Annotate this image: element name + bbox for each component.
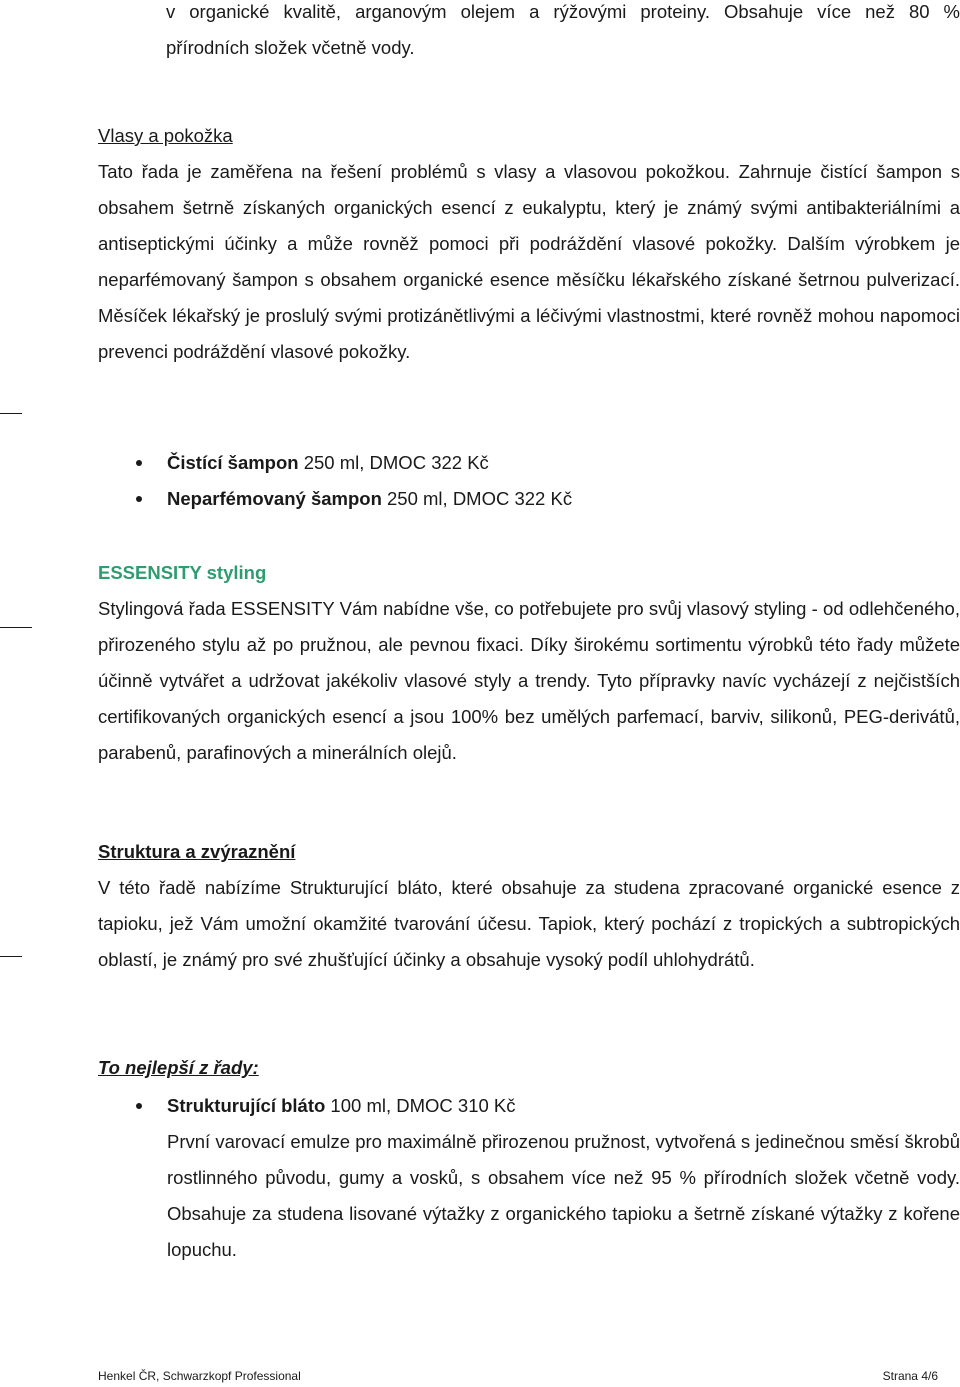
list-item xyxy=(98,1088,960,1268)
bullet-icon xyxy=(136,460,142,466)
intro-block xyxy=(166,0,960,66)
margin-mark xyxy=(0,956,22,957)
intro-line-2: přírodních složek včetně vody. xyxy=(166,37,415,58)
section-heading: ESSENSITY styling xyxy=(98,562,267,583)
structure-section xyxy=(98,834,960,978)
product-description: První varovací emulze pro maximálně přirozenou pružnost, vytvořená s jedinečnou směsí škrobů rostlinného původu, gumy a vosků, s obsahem více než 95 % přírodních složek včetně vody. Obsahuje za studena lisované výtažky z organického tapioku a šetrně získané výtažky z kořene lopuchu. xyxy=(167,1131,960,1260)
styling-section xyxy=(98,555,960,771)
footer-company: Henkel ČR, Schwarzkopf Professional xyxy=(98,1369,301,1383)
bullet-icon xyxy=(136,1103,142,1109)
bullet-icon xyxy=(136,496,142,502)
product-list xyxy=(98,445,960,517)
margin-mark xyxy=(0,413,22,414)
hair-scalp-section xyxy=(98,118,960,370)
product-name: Neparfémovaný šampon xyxy=(167,488,382,509)
best-product-list xyxy=(98,1088,960,1268)
section-heading: Vlasy a pokožka xyxy=(98,125,233,146)
product-detail: 100 ml, DMOC 310 Kč xyxy=(325,1095,516,1116)
section-heading: To nejlepší z řady: xyxy=(98,1057,259,1078)
page-footer xyxy=(98,1369,938,1383)
section-paragraph: V této řadě nabízíme Strukturující bláto, které obsahuje za studena zpracované organické esence z tapioku, jež Vám umožní okamžité tvarování účesu. Tapiok, který pochází z tropických a subtropických oblastí, je známý pro své zhušťující účinky a obsahuje vysoký podíl uhlohydrátů. xyxy=(98,877,960,970)
section-paragraph: Stylingová řada ESSENSITY Vám nabídne vše, co potřebujete pro svůj vlasový styling - od odlehčeného, přirozeného stylu až po pružnou, ale pevnou fixaci. Díky širokému sortimentu výrobků této řady můžete účinně vytvářet a udržovat jakékoliv vlasové styly a trendy. Tyto přípravky navíc vycházejí z nejčistších certifikovaných organických esencí a jsou 100% bez umělých parfemací, barviv, silikonů, PEG-derivátů, parabenů, parafinových a minerálních olejů. xyxy=(98,598,960,763)
product-name: Strukturující bláto xyxy=(167,1095,326,1116)
margin-mark xyxy=(0,627,32,628)
section-heading: Struktura a zvýraznění xyxy=(98,841,296,862)
product-detail: 250 ml, DMOC 322 Kč xyxy=(298,452,489,473)
best-section xyxy=(98,1050,960,1086)
footer-page-number: Strana 4/6 xyxy=(882,1369,938,1383)
section-paragraph: Tato řada je zaměřena na řešení problémů s vlasy a vlasovou pokožkou. Zahrnuje čistící šampon s obsahem šetrně získaných organických esencí z eukalyptu, který je známý svými antibakteriálními a antiseptickými účinky a může rovněž pomoci při podráždění vlasové pokožky. Dalším výrobkem je neparfémovaný šampon s obsahem organické esence měsíčku lékařského získané šetrnou pulverizací. Měsíček lékařský je proslulý svými protizánětlivými a léčivými vlastnostmi, které rovněž mohou napomoci prevenci podráždění vlasové pokožky. xyxy=(98,161,960,362)
product-name: Čistící šampon xyxy=(167,452,299,473)
list-item xyxy=(98,481,960,517)
product-detail: 250 ml, DMOC 322 Kč xyxy=(381,488,573,509)
intro-line-1: v organické kvalitě, arganovým olejem a rýžovými proteiny. Obsahuje více než 80 % xyxy=(166,1,960,22)
list-item xyxy=(98,445,960,481)
